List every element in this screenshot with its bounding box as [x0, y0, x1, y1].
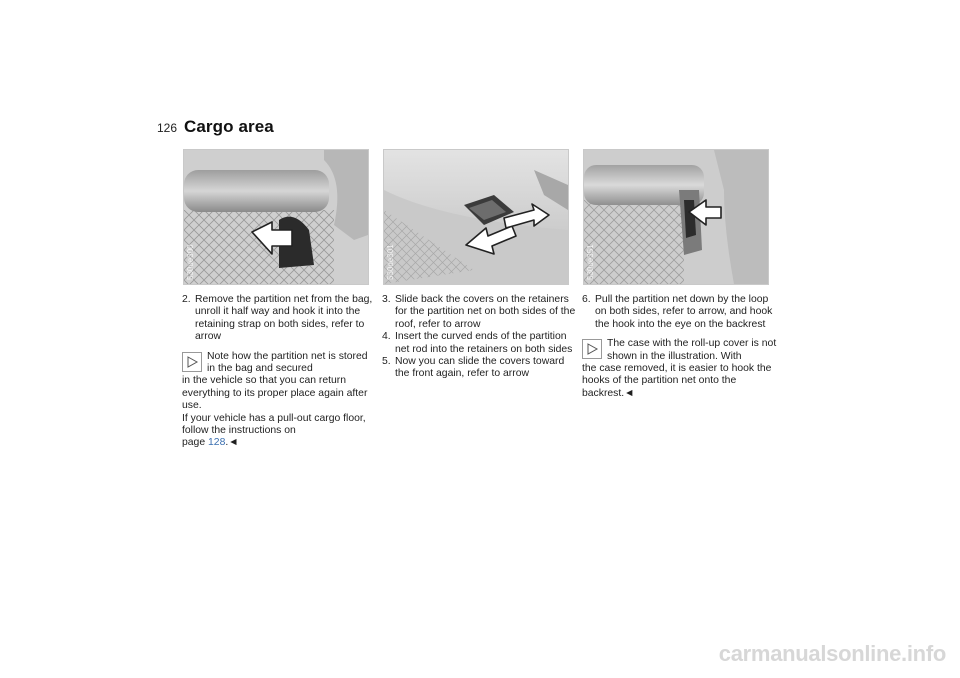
step-2 [182, 294, 378, 344]
step-text: Remove the partition net from the bag, unroll it half way and hook it into the retaining strap on both sides, refer to arrow [195, 294, 373, 343]
step-4 [382, 331, 578, 356]
step-number: 5. [382, 356, 391, 368]
note-text: the case removed, it is easier to hook the hooks of the partition net onto the backrest.◄ [582, 363, 772, 399]
step-3 [382, 294, 578, 331]
page-title: Cargo area [184, 117, 274, 136]
note-end: .◄ [225, 437, 239, 449]
note-text-2: If your vehicle has a pull-out cargo floor, follow the instructions on [182, 412, 366, 437]
figure-roof-retainer-cover [383, 149, 569, 285]
step-text: Pull the partition net down by the loop on both sides, refer to arrow, and hook the hook into the eye on the backrest [595, 294, 773, 330]
note-icon [182, 352, 202, 372]
page-number: 126 [157, 121, 178, 135]
page-link[interactable]: 128 [208, 437, 226, 449]
step-text: Insert the curved ends of the partition net rod into the retainers on both sides [395, 331, 573, 355]
step-text: Slide back the covers on the retainers for the partition net on both sides of the roof, refer to arrow [395, 294, 576, 330]
figure-backrest-hook [583, 149, 769, 285]
column-1 [182, 294, 378, 450]
step-text: Now you can slide the covers toward the front again, refer to arrow [395, 356, 565, 380]
step-number: 4. [382, 331, 391, 343]
footer-watermark-logo: carmanualsonline.info [718, 641, 946, 666]
step-number: 6. [582, 294, 591, 305]
figure-code: 530de351 [586, 244, 595, 280]
note-page-prefix: page [182, 437, 209, 449]
note-icon [582, 339, 602, 359]
figure-code: 530de300 [186, 244, 195, 280]
note [582, 338, 778, 400]
step-6 [582, 294, 778, 331]
column-3 [582, 294, 778, 400]
note-text: in the vehicle so that you can return everything to its proper place again after use. [182, 375, 368, 412]
step-5 [382, 356, 578, 381]
figure-code: 530de301 [386, 244, 395, 280]
note [182, 351, 378, 450]
note-first-line: The case with the roll-up cover is not shown in the illustration. With [607, 338, 777, 362]
note-first-line: Note how the partition net is stored in the bag and secured [207, 350, 368, 375]
figure-partition-net-strap [183, 149, 369, 285]
step-number: 3. [382, 294, 391, 305]
column-2 [382, 294, 578, 381]
step-number: 2. [182, 294, 191, 305]
